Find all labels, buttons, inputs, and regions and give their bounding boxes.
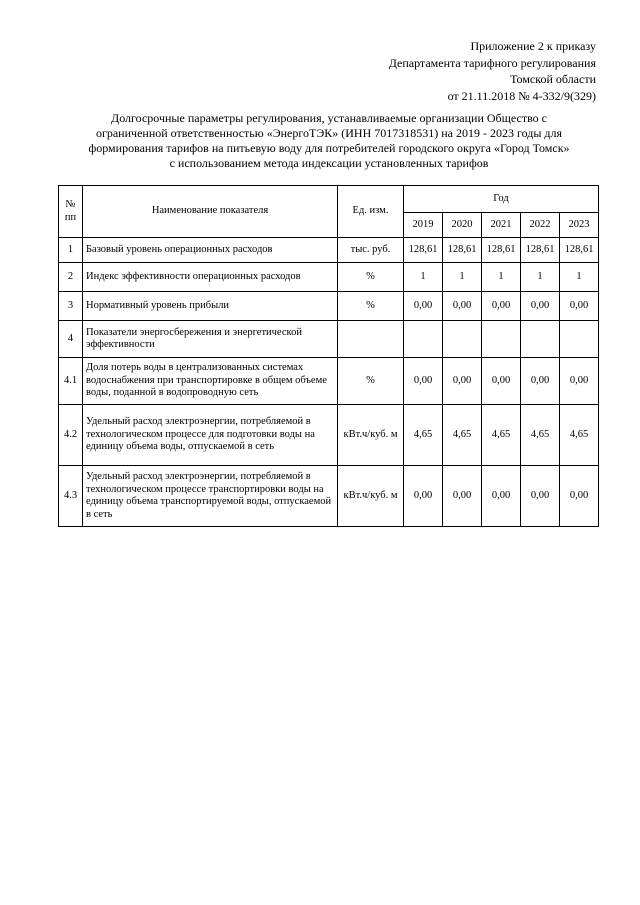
unit-cell: тыс. руб. (338, 238, 404, 263)
value-cell: 0,00 (443, 358, 482, 405)
indicator-name: Базовый уровень операционных расходов (83, 238, 338, 263)
indicator-name: Нормативный уровень прибыли (83, 292, 338, 321)
column-header-unit: Ед. изм. (338, 186, 404, 238)
unit-cell: % (338, 263, 404, 292)
table-row (59, 466, 599, 527)
value-cell: 0,00 (404, 358, 443, 405)
value-cell: 128,61 (521, 238, 560, 263)
indicator-name: Доля потерь воды в централизованных системах водоснабжения при транспортировке в общем объеме воды, поданной в водопроводную сеть (83, 358, 338, 405)
value-cell: 0,00 (560, 466, 599, 527)
value-cell: 128,61 (482, 238, 521, 263)
title-line: ограниченной ответственностью «ЭнергоТЭК» (ИНН 7017318531) на 2019 - 2023 годы для (95, 126, 563, 140)
unit-cell: кВт.ч/куб. м (338, 466, 404, 527)
value-cell: 0,00 (482, 358, 521, 405)
unit-cell: кВт.ч/куб. м (338, 405, 404, 466)
table-row (59, 321, 599, 358)
table-row (59, 238, 599, 263)
value-cell: 0,00 (560, 292, 599, 321)
value-cell: 1 (443, 263, 482, 292)
column-header-year: 2020 (443, 213, 482, 238)
column-header-year: 2021 (482, 213, 521, 238)
value-cell: 0,00 (560, 358, 599, 405)
unit-cell (338, 321, 404, 358)
title-line: Долгосрочные параметры регулирования, устанавливаемые организации Общество с (111, 111, 547, 125)
value-cell: 0,00 (404, 292, 443, 321)
row-number: 2 (59, 263, 83, 292)
column-header-year: 2022 (521, 213, 560, 238)
indicator-name: Удельный расход электроэнергии, потребляемой в технологическом процессе для подготовки воды на единицу объема воды, отпускаемой в сеть (83, 405, 338, 466)
value-cell: 0,00 (443, 292, 482, 321)
value-cell: 0,00 (482, 292, 521, 321)
appendix-line: Приложение 2 к приказу (470, 39, 596, 53)
appendix-header (389, 38, 596, 104)
row-number: 4.1 (59, 358, 83, 405)
value-cell: 0,00 (521, 358, 560, 405)
value-cell: 1 (404, 263, 443, 292)
region-line: Томской области (510, 72, 596, 86)
row-number: 1 (59, 238, 83, 263)
value-cell: 128,61 (443, 238, 482, 263)
value-cell: 4,65 (482, 405, 521, 466)
row-number: 4 (59, 321, 83, 358)
document-title (58, 111, 600, 171)
title-line: формирования тарифов на питьевую воду для потребителей городского округа «Город Томск» (88, 141, 570, 155)
table-row (59, 292, 599, 321)
unit-cell: % (338, 358, 404, 405)
value-cell (404, 321, 443, 358)
value-cell: 0,00 (443, 466, 482, 527)
title-line: с использованием метода индексации установленных тарифов (169, 156, 489, 170)
value-cell: 4,65 (521, 405, 560, 466)
unit-cell: % (338, 292, 404, 321)
value-cell: 0,00 (521, 466, 560, 527)
column-header-year-group: Год (404, 186, 599, 213)
value-cell: 0,00 (482, 466, 521, 527)
value-cell: 1 (521, 263, 560, 292)
value-cell: 1 (482, 263, 521, 292)
value-cell: 1 (560, 263, 599, 292)
table-row (59, 358, 599, 405)
column-header-year: 2023 (560, 213, 599, 238)
indicator-name: Показатели энергосбережения и энергетической эффективности (83, 321, 338, 358)
value-cell: 0,00 (404, 466, 443, 527)
row-number: 3 (59, 292, 83, 321)
column-header-num: № пп (59, 186, 83, 238)
value-cell: 4,65 (443, 405, 482, 466)
value-cell (560, 321, 599, 358)
value-cell: 128,61 (560, 238, 599, 263)
parameters-table (58, 185, 599, 527)
value-cell (521, 321, 560, 358)
table-row (59, 263, 599, 292)
row-number: 4.3 (59, 466, 83, 527)
value-cell: 4,65 (404, 405, 443, 466)
value-cell (443, 321, 482, 358)
value-cell (482, 321, 521, 358)
column-header-year: 2019 (404, 213, 443, 238)
indicator-name: Удельный расход электроэнергии, потребляемой в технологическом процессе транспортировки воды на единицу объема транспортируемой воды, отпускаемой в сеть (83, 466, 338, 527)
value-cell: 128,61 (404, 238, 443, 263)
table-row (59, 405, 599, 466)
row-number: 4.2 (59, 405, 83, 466)
value-cell: 4,65 (560, 405, 599, 466)
department-line: Департамента тарифного регулирования (388, 55, 596, 70)
value-cell: 0,00 (521, 292, 560, 321)
order-date-line: от 21.11.2018 № 4-332/9(329) (447, 88, 596, 103)
column-header-name: Наименование показателя (83, 186, 338, 238)
indicator-name: Индекс эффективности операционных расходов (83, 263, 338, 292)
